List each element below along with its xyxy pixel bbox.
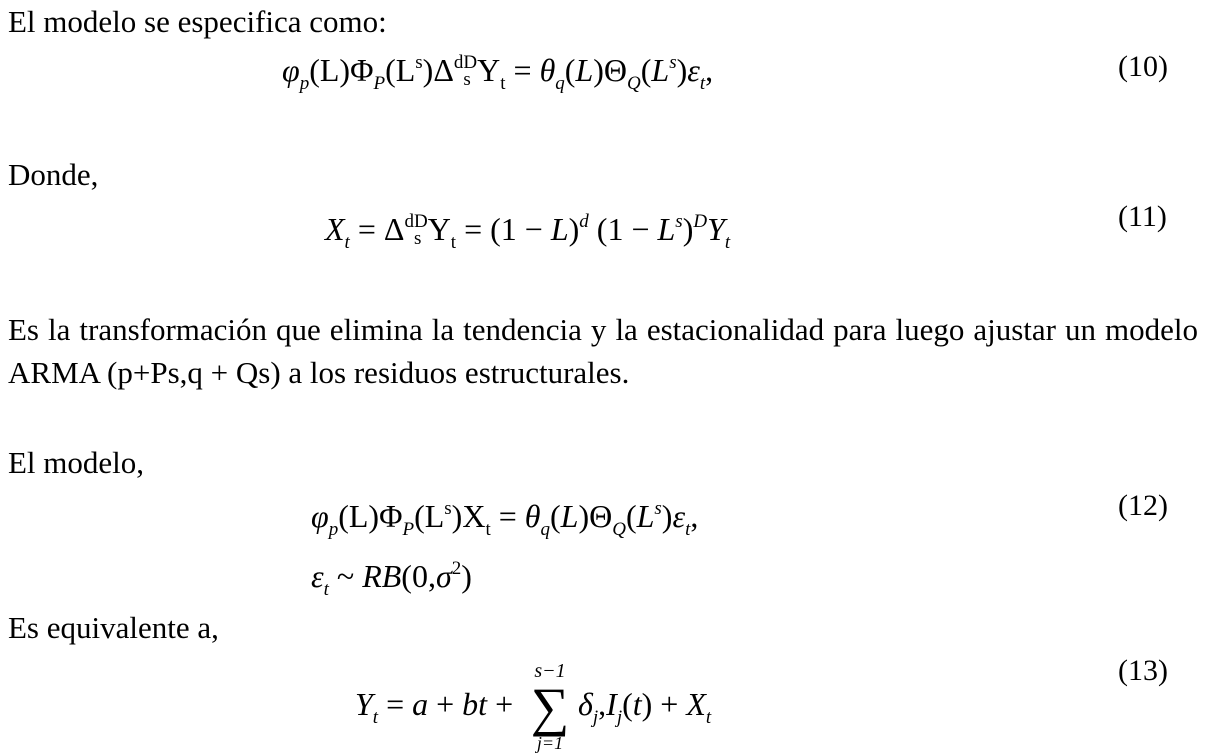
equation-12-line1: $\varphi_p(L)\Phi_P(L^s)X_t = \theta_q(L)\Theta_Q(L^s)\varepsilon_t$, — [311, 498, 699, 540]
summation-symbol: s−1 ∑ j=1 — [530, 660, 570, 753]
donde-text: Donde, — [8, 157, 99, 192]
equation-number-10: (10) — [1118, 50, 1168, 83]
equation-number-11: (11) — [1118, 200, 1167, 233]
equation-number-12: (12) — [1118, 489, 1168, 522]
equation-number-13: (13) — [1118, 654, 1168, 687]
equivalente-text: Es equivalente a, — [8, 610, 219, 645]
equation-12-line2: $\varepsilon_t$ ~ $RB(0,\sigma^2)$ — [311, 558, 472, 600]
equation-10: $\varphi_p(L)\Phi_P(L^s)\Delta^d$ D s $Y_t = \theta_q(L)\Theta_Q(L^s)\varepsilon_t$, — [282, 52, 714, 94]
equation-11: $X_t = \Delta^d$ D s $Y_t = (1 - L)^d$ $(1 - L^s)^DY_t$ — [325, 211, 731, 253]
equation-13-right: $\delta_j,I_j(t) + X_t$ — [578, 686, 712, 728]
el-modelo-text: El modelo, — [8, 445, 145, 480]
transformation-paragraph: Es la transformación que elimina la tendencia y la estacionalidad para luego ajustar un modelo ARMA (p+Ps,q + Qs) a los residuos estructurales. — [8, 312, 1198, 390]
intro-text: El modelo se especifica como: — [8, 4, 387, 39]
equation-13-left: $Y_t = a$ + bt + — [355, 686, 514, 728]
